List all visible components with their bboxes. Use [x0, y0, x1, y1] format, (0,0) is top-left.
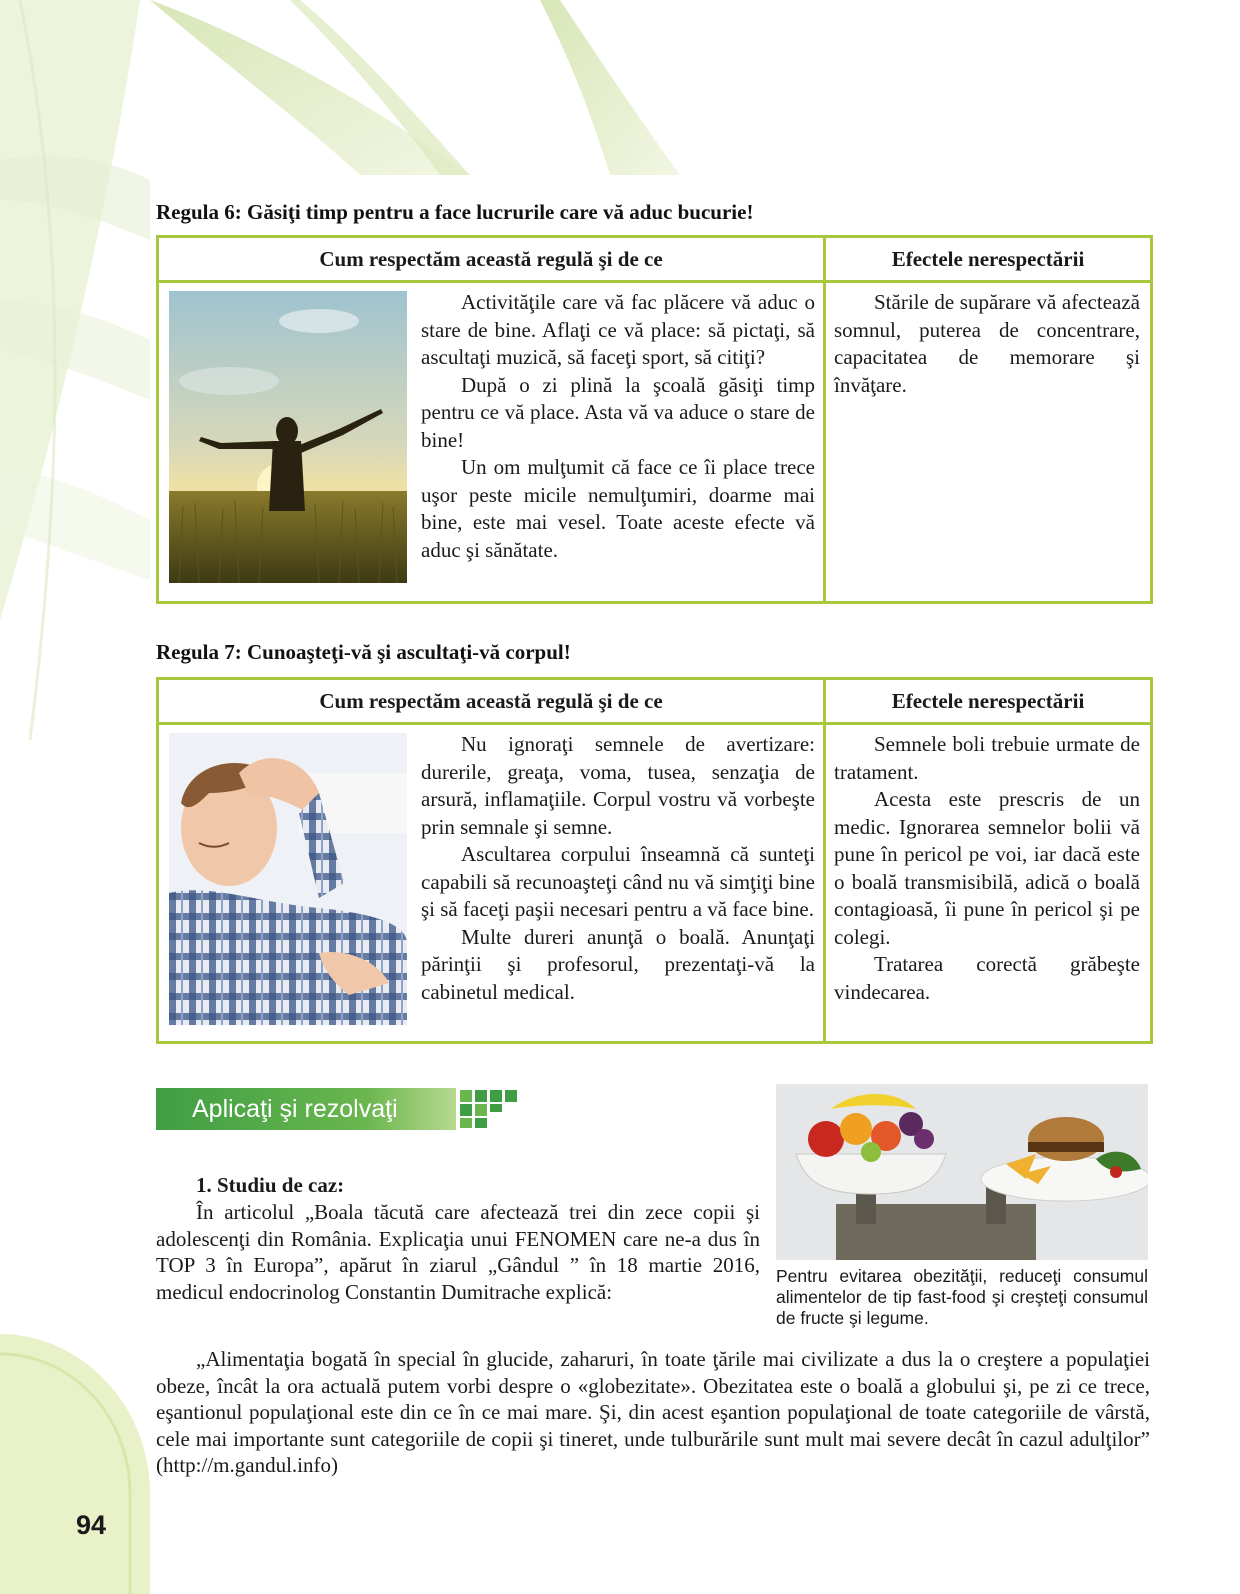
banner-squares-icon [460, 1088, 530, 1130]
rule7-effect-2: Acesta este prescris de un medic. Ignorarea semnelor bolii vă pune în pericol pe voi, iar dacă este o boală transmisibilă, adică o boală contagioasă, îi pune în pericol şi pe colegi. [834, 787, 1140, 949]
case-study-text: În articolul „Boala tăcută care afectează trei din zece copii şi adolescenţi din România. Explicaţia unui FENOMEN care ne-a dus în TOP 3 în Europa”, apărut în ziarul „Gândul ” în 18 martie 2016, medicul endocrinolog Constantin Dumitrache explică: [156, 1200, 760, 1304]
fruit-vs-fastfood-scale-photo [776, 1084, 1148, 1260]
page-number: 94 [76, 1510, 107, 1540]
girl-field-sunset-photo [169, 291, 407, 583]
rule7-table [156, 677, 1153, 1044]
rule7-header-right: Efectele nerespectării [825, 679, 1152, 724]
rule7-paragraph-2: Ascultarea corpului înseamnă că sunteţi capabili să recunoaşteţi când nu vă simţiţi bine şi să faceţi paşii necesari pentru a vă face bine. [421, 842, 815, 921]
doctor-quote: „Alimentaţia bogată în special în glucide, zaharuri, în toate ţările mai civilizate a dus la o creştere a populaţiei obeze, încât la ora actuală putem vorbi despre o «globezitate». Obezitatea este o boală a globului şi, pe zi ce trece, eşantionul populaţional este din ce în ce mai mare. Şi, din acest eşantion populaţional de toate categoriile de vârstă, cele mai importante sunt categoriile de copii şi tineret, unde tulburările sunt mult mai severe decât în cazul adulţilor” (http://m.gandul.info) [156, 1347, 1150, 1477]
rule7-paragraph-3: Multe dureri anunţă o boală. Anunţaţi părinţii şi profesorul, prezentaţi-vă la cabinetul medical. [421, 924, 815, 1004]
rule6-header-left: Cum respectăm această regulă şi de ce [158, 237, 825, 282]
rule7-header-left: Cum respectăm această regulă şi de ce [158, 679, 825, 724]
rule6-paragraph-1: Activităţile care vă fac plăcere vă aduc o stare de bine. Aflaţi ce vă place: să pictaţi, să ascultaţi muzică, să faceţi sport, să citiţi? [421, 290, 815, 369]
rule6-title: Regula 6: Găsiţi timp pentru a face lucrurile care vă aduc bucurie! [156, 200, 754, 224]
rule6-table [156, 235, 1153, 604]
rule7-paragraph-1: Nu ignoraţi semnele de avertizare: durerile, greaţa, voma, tusea, senzaţia de arsură, inflamaţiile. Corpul vostru vă vorbeşte prin semnale şi semne. [421, 732, 815, 839]
rule6-paragraph-3: Un om mulţumit că face ce îi place trece uşor peste micile nemulţumiri, doarme mai bine, este mai vesel. Toate aceste efecte vă aduc şi sănătate. [421, 455, 815, 562]
rule6-paragraph-2: După o zi plină la şcoală găsiţi timp pentru ce vă place. Asta vă va aduce o stare de bine! [421, 372, 815, 452]
rule6-header-right: Efectele nerespectării [825, 237, 1152, 282]
rule7-title: Regula 7: Cunoaşteţi-vă şi ascultaţi-vă corpul! [156, 640, 571, 664]
rule7-effect-1: Semnele boli trebuie urmate de tratament. [834, 732, 1140, 784]
case-study-title: 1. Studiu de caz: [196, 1173, 345, 1197]
food-photo-caption: Pentru evitarea obezităţii, reduceţi consumul alimentelor de tip fast-food şi creşteţi consumul de fructe şi legume. [776, 1266, 1148, 1328]
rule6-effect-1: Stările de supărare vă afectează somnul, puterea de concentrare, capacitatea de memorare şi învăţare. [834, 290, 1140, 397]
sick-boy-photo [169, 733, 407, 1025]
rule7-effect-3: Tratarea corectă grăbeşte vindecarea. [834, 952, 1140, 1004]
apply-section-banner: Aplicaţi şi rezolvaţi [156, 1088, 456, 1130]
